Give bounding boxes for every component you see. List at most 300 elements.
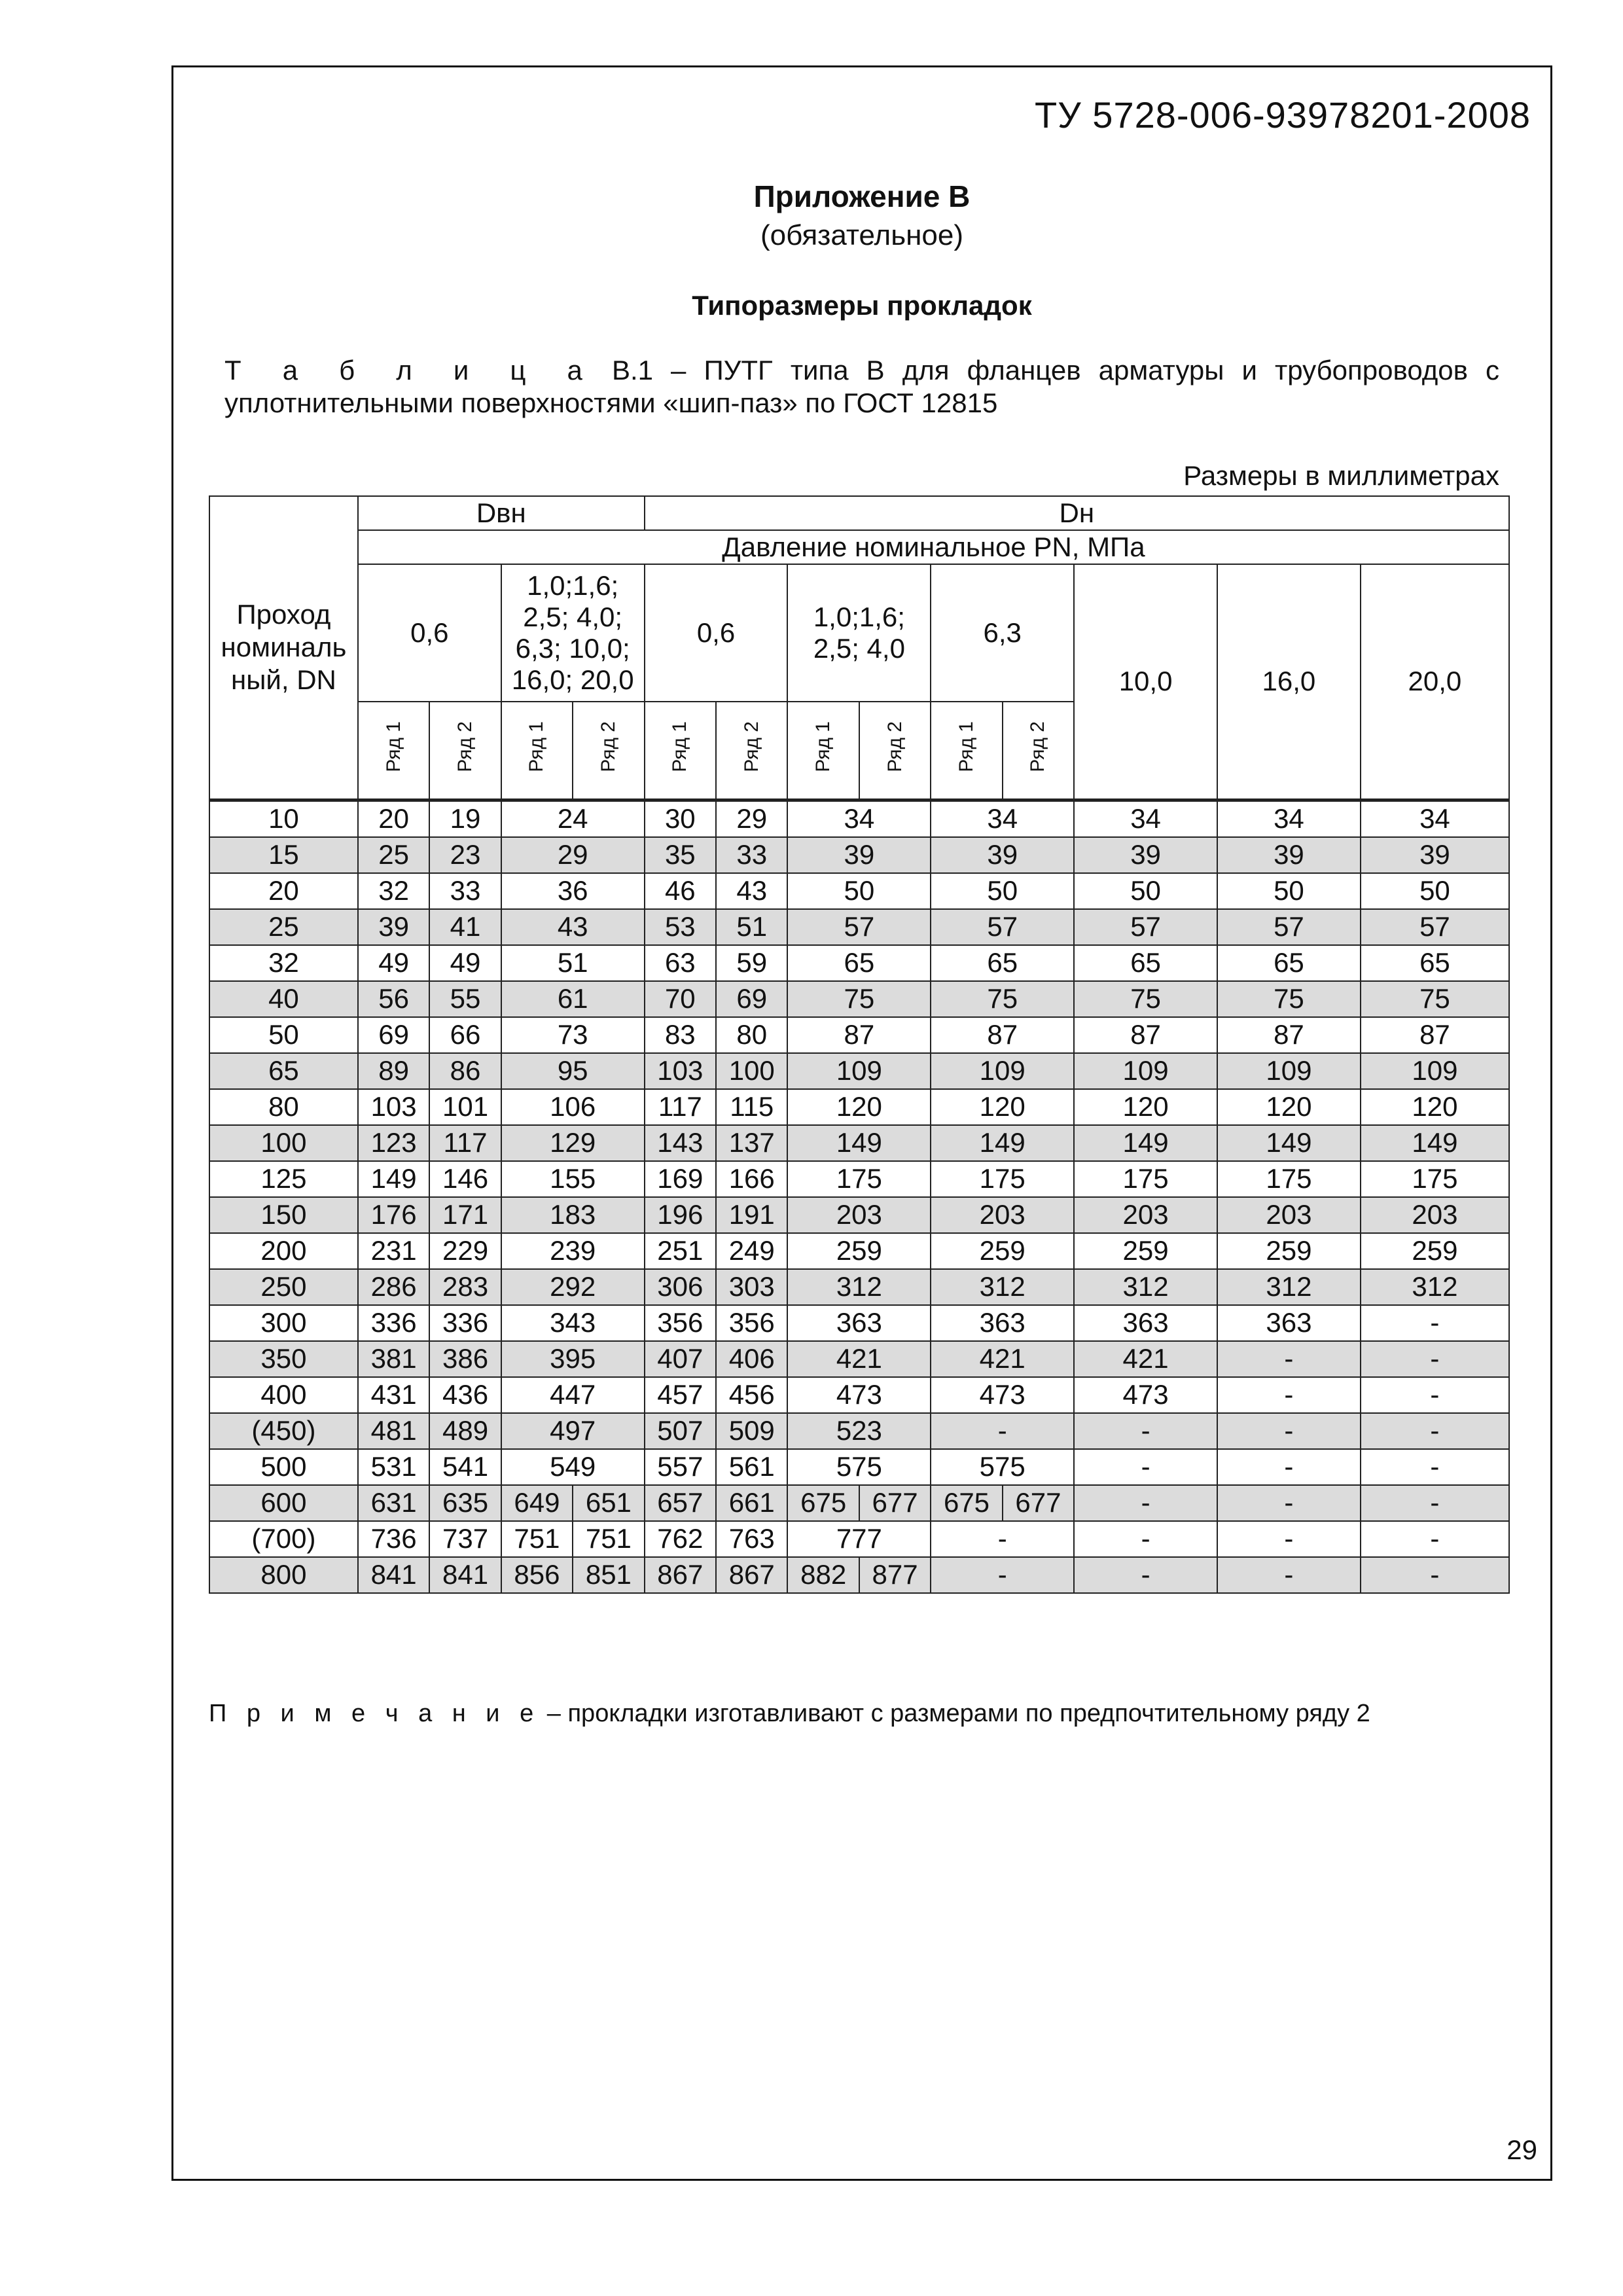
table-cell: 363 [1074, 1305, 1217, 1341]
table-cell: 25 [358, 837, 429, 873]
table-cell: 43 [501, 909, 645, 945]
table-cell: 473 [1074, 1377, 1217, 1413]
table-cell: 100 [716, 1053, 787, 1089]
table-cell: - [1074, 1413, 1217, 1449]
table-cell: 575 [931, 1449, 1074, 1485]
table-cell: 30 [645, 800, 716, 837]
table-cell: 59 [716, 945, 787, 981]
table-cell: 55 [429, 981, 501, 1017]
table-cell: 50 [1074, 873, 1217, 909]
table-cell: 75 [1361, 981, 1509, 1017]
table-cell: 203 [1361, 1197, 1509, 1233]
header-pressure: Давление номинальное PN, МПа [358, 530, 1509, 564]
table-cell: 70 [645, 981, 716, 1017]
table-cell: 33 [716, 837, 787, 873]
page-number: 29 [1507, 2134, 1537, 2165]
header-dn-pn5: 16,0 [1217, 564, 1361, 800]
table-row [209, 1125, 1509, 1161]
table-cell: 87 [1074, 1017, 1217, 1053]
header-row1 [358, 702, 429, 800]
table-cell: 39 [931, 837, 1074, 873]
table-cell: 49 [358, 945, 429, 981]
table-cell: 436 [429, 1377, 501, 1413]
table-cell: 80 [716, 1017, 787, 1053]
table-cell: 657 [645, 1485, 716, 1521]
table-cell: 531 [358, 1449, 429, 1485]
table-cell: 312 [931, 1269, 1074, 1305]
table-cell: 175 [1361, 1161, 1509, 1197]
table-cell: 57 [787, 909, 931, 945]
table-cell: 196 [645, 1197, 716, 1233]
table-cell: 549 [501, 1449, 645, 1485]
table-cell: 557 [645, 1449, 716, 1485]
dn-cell: 100 [209, 1125, 358, 1161]
table-cell: 65 [1217, 945, 1361, 981]
table-cell: 777 [787, 1521, 931, 1557]
table-cell: 407 [645, 1341, 716, 1377]
table-cell: 146 [429, 1161, 501, 1197]
table-cell: 34 [1074, 800, 1217, 837]
table-cell: - [1217, 1557, 1361, 1593]
table-cell: 457 [645, 1377, 716, 1413]
table-cell: 75 [1074, 981, 1217, 1017]
table-cell: 109 [787, 1053, 931, 1089]
table-cell: 24 [501, 800, 645, 837]
page-frame [171, 65, 1552, 2181]
table-row [209, 1413, 1509, 1449]
table-cell: 115 [716, 1089, 787, 1125]
table-cell: 677 [1003, 1485, 1074, 1521]
table-cell: 259 [1361, 1233, 1509, 1269]
table-cell: 473 [931, 1377, 1074, 1413]
dn-cell: 80 [209, 1089, 358, 1125]
table-cell: 751 [501, 1521, 573, 1557]
table-body [209, 800, 1509, 1593]
table-cell: 120 [787, 1089, 931, 1125]
header-row2 [859, 702, 931, 800]
table-cell: 292 [501, 1269, 645, 1305]
table-cell: - [931, 1413, 1074, 1449]
table-cell: 677 [859, 1485, 931, 1521]
table-cell: 65 [1074, 945, 1217, 981]
table-cell: - [931, 1521, 1074, 1557]
header-row2 [1003, 702, 1074, 800]
table-cell: 117 [429, 1125, 501, 1161]
table-cell: 87 [1217, 1017, 1361, 1053]
table-cell: 89 [358, 1053, 429, 1089]
dn-cell: 400 [209, 1377, 358, 1413]
table-cell: - [1074, 1485, 1217, 1521]
dn-cell: 20 [209, 873, 358, 909]
table-cell: - [1361, 1557, 1509, 1593]
table-cell: 57 [1217, 909, 1361, 945]
table-cell: 109 [1361, 1053, 1509, 1089]
table-cell: 231 [358, 1233, 429, 1269]
table-cell: 49 [429, 945, 501, 981]
table-cell: 421 [931, 1341, 1074, 1377]
table-cell: 75 [787, 981, 931, 1017]
table-cell: 50 [1217, 873, 1361, 909]
table-cell: 651 [573, 1485, 644, 1521]
table-cell: 50 [931, 873, 1074, 909]
table-cell: 169 [645, 1161, 716, 1197]
table-cell: 737 [429, 1521, 501, 1557]
table-cell: 561 [716, 1449, 787, 1485]
table-cell: 336 [429, 1305, 501, 1341]
table-cell: - [1074, 1521, 1217, 1557]
table-cell: - [1074, 1557, 1217, 1593]
table-row [209, 1269, 1509, 1305]
table-cell: - [931, 1557, 1074, 1593]
table-cell: 20 [358, 800, 429, 837]
table-cell: 51 [501, 945, 645, 981]
table-cell: 123 [358, 1125, 429, 1161]
table-cell: 149 [1074, 1125, 1217, 1161]
table-row [209, 1341, 1509, 1377]
table-cell: 19 [429, 800, 501, 837]
table-cell: 87 [931, 1017, 1074, 1053]
table-cell: 57 [1361, 909, 1509, 945]
table-cell: 73 [501, 1017, 645, 1053]
table-cell: 406 [716, 1341, 787, 1377]
table-cell: 29 [716, 800, 787, 837]
header-dn: Проход номиналь ный, DN [209, 496, 358, 800]
table-cell: 363 [787, 1305, 931, 1341]
header-dn-outer: Dн [645, 496, 1509, 530]
table-cell: 117 [645, 1089, 716, 1125]
table-row [209, 1305, 1509, 1341]
table-cell: 286 [358, 1269, 429, 1305]
dn-cell: 32 [209, 945, 358, 981]
dn-cell: 200 [209, 1233, 358, 1269]
label-row2: Ряд 2 [740, 721, 762, 773]
header-dvn: Dвн [358, 496, 645, 530]
table-cell: 175 [1074, 1161, 1217, 1197]
appendix-title: Приложение В [753, 179, 971, 213]
table-row [209, 1233, 1509, 1269]
table-cell: 50 [1361, 873, 1509, 909]
table-cell: 176 [358, 1197, 429, 1233]
table-cell: 343 [501, 1305, 645, 1341]
table-cell: 336 [358, 1305, 429, 1341]
table-cell: 75 [1217, 981, 1361, 1017]
table-cell: 481 [358, 1413, 429, 1449]
table-cell: 541 [429, 1449, 501, 1485]
table-cell: 363 [931, 1305, 1074, 1341]
label-row1: Ряд 1 [955, 721, 977, 773]
table-cell: - [1361, 1305, 1509, 1341]
table-cell: 171 [429, 1197, 501, 1233]
table-row [209, 1485, 1509, 1521]
table-cell: 39 [1217, 837, 1361, 873]
table-cell: 882 [787, 1557, 859, 1593]
table-cell: 36 [501, 873, 645, 909]
gasket-size-table [209, 495, 1510, 1594]
table-cell: 312 [1074, 1269, 1217, 1305]
table-cell: 149 [931, 1125, 1074, 1161]
table-cell: 120 [1217, 1089, 1361, 1125]
table-cell: 251 [645, 1233, 716, 1269]
table-cell: 239 [501, 1233, 645, 1269]
dn-cell: 25 [209, 909, 358, 945]
table-cell: 103 [645, 1053, 716, 1089]
table-cell: 43 [716, 873, 787, 909]
table-cell: 129 [501, 1125, 645, 1161]
table-cell: 65 [931, 945, 1074, 981]
table-cell: 841 [429, 1557, 501, 1593]
table-cell: 65 [1361, 945, 1509, 981]
table-cell: 109 [1074, 1053, 1217, 1089]
table-cell: 166 [716, 1161, 787, 1197]
dn-cell: 50 [209, 1017, 358, 1053]
table-cell: 87 [787, 1017, 931, 1053]
table-row [209, 981, 1509, 1017]
table-cell: 191 [716, 1197, 787, 1233]
table-cell: 635 [429, 1485, 501, 1521]
table-cell: 175 [931, 1161, 1074, 1197]
header-dvn-pn2: 1,0;1,6; 2,5; 4,0; 6,3; 10,0; 16,0; 20,0 [501, 564, 645, 702]
caption-prefix: Т а б л и ц а [224, 355, 594, 386]
table-cell: 312 [1217, 1269, 1361, 1305]
table-cell: 57 [1074, 909, 1217, 945]
table-cell: 149 [787, 1125, 931, 1161]
table-cell: 447 [501, 1377, 645, 1413]
table-cell: 66 [429, 1017, 501, 1053]
table-cell: 421 [787, 1341, 931, 1377]
table-cell: 39 [1361, 837, 1509, 873]
table-cell: 149 [1217, 1125, 1361, 1161]
table-cell: 65 [787, 945, 931, 981]
table-cell: 649 [501, 1485, 573, 1521]
table-row [209, 837, 1509, 873]
header-dvn-pn1: 0,6 [358, 564, 501, 702]
table-cell: 39 [1074, 837, 1217, 873]
header-row1 [787, 702, 859, 800]
table-cell: 249 [716, 1233, 787, 1269]
note-prefix: П р и м е ч а н и е [209, 1700, 541, 1727]
table-cell: 35 [645, 837, 716, 873]
table-cell: - [1217, 1341, 1361, 1377]
table-row [209, 1053, 1509, 1089]
dn-cell: 65 [209, 1053, 358, 1089]
dn-cell: 150 [209, 1197, 358, 1233]
units-label: Размеры в миллиметрах [1183, 460, 1499, 491]
table-cell: 575 [787, 1449, 931, 1485]
table-caption [224, 354, 1499, 420]
table-cell: 69 [716, 981, 787, 1017]
header-dn-pn1: 0,6 [645, 564, 788, 702]
dn-cell: 125 [209, 1161, 358, 1197]
table-cell: 856 [501, 1557, 573, 1593]
table-cell: - [1361, 1449, 1509, 1485]
table-cell: 381 [358, 1341, 429, 1377]
table-cell: 75 [931, 981, 1074, 1017]
table-row [209, 1089, 1509, 1125]
table-cell: 137 [716, 1125, 787, 1161]
header-dn-pn3: 6,3 [931, 564, 1074, 702]
header-row2 [573, 702, 644, 800]
table-cell: 57 [931, 909, 1074, 945]
table-cell: 523 [787, 1413, 931, 1449]
table-cell: 203 [787, 1197, 931, 1233]
table-cell: 120 [1074, 1089, 1217, 1125]
table-cell: 106 [501, 1089, 645, 1125]
table-cell: 120 [1361, 1089, 1509, 1125]
note-text: – прокладки изготавливают с размерами по предпочтительному ряду 2 [540, 1700, 1370, 1727]
table-cell: 867 [645, 1557, 716, 1593]
table-cell: 69 [358, 1017, 429, 1053]
table-cell: 29 [501, 837, 645, 873]
table-cell: 763 [716, 1521, 787, 1557]
header-row1 [501, 702, 573, 800]
table-cell: 53 [645, 909, 716, 945]
dn-cell: 15 [209, 837, 358, 873]
table-cell: - [1217, 1521, 1361, 1557]
dn-cell: 800 [209, 1557, 358, 1593]
table-cell: 103 [358, 1089, 429, 1125]
table-cell: 229 [429, 1233, 501, 1269]
label-row2: Ряд 2 [597, 721, 619, 773]
table-note [209, 1700, 1370, 1728]
dn-cell: (450) [209, 1413, 358, 1449]
table-cell: - [1217, 1377, 1361, 1413]
table-cell: 509 [716, 1413, 787, 1449]
table-cell: 497 [501, 1413, 645, 1449]
table-cell: 203 [1217, 1197, 1361, 1233]
appendix-subtitle: (обязательное) [760, 219, 964, 251]
table-cell: 39 [787, 837, 931, 873]
table-cell: 877 [859, 1557, 931, 1593]
table-cell: 507 [645, 1413, 716, 1449]
label-row1: Ряд 1 [669, 721, 691, 773]
table-cell: 61 [501, 981, 645, 1017]
table-cell: 312 [1361, 1269, 1509, 1305]
table-cell: 421 [1074, 1341, 1217, 1377]
table-cell: 50 [787, 873, 931, 909]
table-cell: 751 [573, 1521, 644, 1557]
dn-cell: 500 [209, 1449, 358, 1485]
table-cell: 631 [358, 1485, 429, 1521]
table-cell: 86 [429, 1053, 501, 1089]
table-cell: 83 [645, 1017, 716, 1053]
table-cell: 259 [931, 1233, 1074, 1269]
table-cell: 356 [716, 1305, 787, 1341]
caption-text: В.1 – ПУТГ типа В для фланцев арматуры и трубопроводов с уплотнительными поверхностями «шип-паз» по ГОСТ 12815 [224, 355, 1500, 418]
label-row1: Ряд 1 [526, 721, 548, 773]
table-cell: 489 [429, 1413, 501, 1449]
table-cell: 431 [358, 1377, 429, 1413]
header-row1 [645, 702, 716, 800]
table-cell: 149 [1361, 1125, 1509, 1161]
label-row2: Ряд 2 [454, 721, 476, 773]
table-cell: 32 [358, 873, 429, 909]
table-cell: 23 [429, 837, 501, 873]
table-cell: - [1361, 1377, 1509, 1413]
table-cell: 386 [429, 1341, 501, 1377]
table-cell: 183 [501, 1197, 645, 1233]
table-row [209, 909, 1509, 945]
table-cell: 736 [358, 1521, 429, 1557]
table-cell: 34 [787, 800, 931, 837]
table-cell: 46 [645, 873, 716, 909]
table-cell: - [1217, 1485, 1361, 1521]
table-row [209, 1197, 1509, 1233]
header-row2 [716, 702, 787, 800]
table-cell: 51 [716, 909, 787, 945]
table-cell: 363 [1217, 1305, 1361, 1341]
table-cell: 675 [931, 1485, 1002, 1521]
table-cell: 33 [429, 873, 501, 909]
table-cell: 851 [573, 1557, 644, 1593]
table-cell: 867 [716, 1557, 787, 1593]
table-cell: 661 [716, 1485, 787, 1521]
table-cell: 283 [429, 1269, 501, 1305]
table-cell: 143 [645, 1125, 716, 1161]
dn-cell: 600 [209, 1485, 358, 1521]
table-cell: - [1361, 1485, 1509, 1521]
table-cell: 456 [716, 1377, 787, 1413]
dn-cell: 350 [209, 1341, 358, 1377]
table-row [209, 873, 1509, 909]
table-row [209, 1017, 1509, 1053]
label-row1: Ряд 1 [382, 721, 404, 773]
table-cell: - [1217, 1413, 1361, 1449]
table-cell: 34 [1217, 800, 1361, 837]
dn-cell: 300 [209, 1305, 358, 1341]
table-cell: 34 [931, 800, 1074, 837]
table-row [209, 1377, 1509, 1413]
document-code: ТУ 5728-006-93978201-2008 [1034, 94, 1531, 135]
table-cell: - [1361, 1341, 1509, 1377]
table-cell: 675 [787, 1485, 859, 1521]
table-cell: 149 [358, 1161, 429, 1197]
table-cell: 395 [501, 1341, 645, 1377]
dn-cell: (700) [209, 1521, 358, 1557]
table-cell: 312 [787, 1269, 931, 1305]
table-row [209, 800, 1509, 837]
table-cell: 473 [787, 1377, 931, 1413]
table-cell: 306 [645, 1269, 716, 1305]
table-cell: 259 [1217, 1233, 1361, 1269]
table-row [209, 1161, 1509, 1197]
table-cell: - [1361, 1413, 1509, 1449]
table-cell: 109 [931, 1053, 1074, 1089]
table-cell: 63 [645, 945, 716, 981]
label-row2: Ряд 2 [1027, 721, 1049, 773]
label-row2: Ряд 2 [883, 721, 906, 773]
header-dn-pn6: 20,0 [1361, 564, 1509, 800]
header-row2 [429, 702, 501, 800]
table-cell: 101 [429, 1089, 501, 1125]
table-cell: - [1217, 1449, 1361, 1485]
section-title: Типоразмеры прокладок [692, 290, 1032, 321]
table-cell: 841 [358, 1557, 429, 1593]
table-cell: - [1074, 1449, 1217, 1485]
table-cell: 95 [501, 1053, 645, 1089]
table-cell: - [1361, 1521, 1509, 1557]
header-row1 [931, 702, 1002, 800]
table-cell: 120 [931, 1089, 1074, 1125]
dn-cell: 250 [209, 1269, 358, 1305]
table-cell: 762 [645, 1521, 716, 1557]
table-cell: 175 [787, 1161, 931, 1197]
table-row [209, 945, 1509, 981]
table-cell: 39 [358, 909, 429, 945]
table-cell: 41 [429, 909, 501, 945]
label-row1: Ряд 1 [812, 721, 834, 773]
table-cell: 259 [1074, 1233, 1217, 1269]
dn-cell: 40 [209, 981, 358, 1017]
